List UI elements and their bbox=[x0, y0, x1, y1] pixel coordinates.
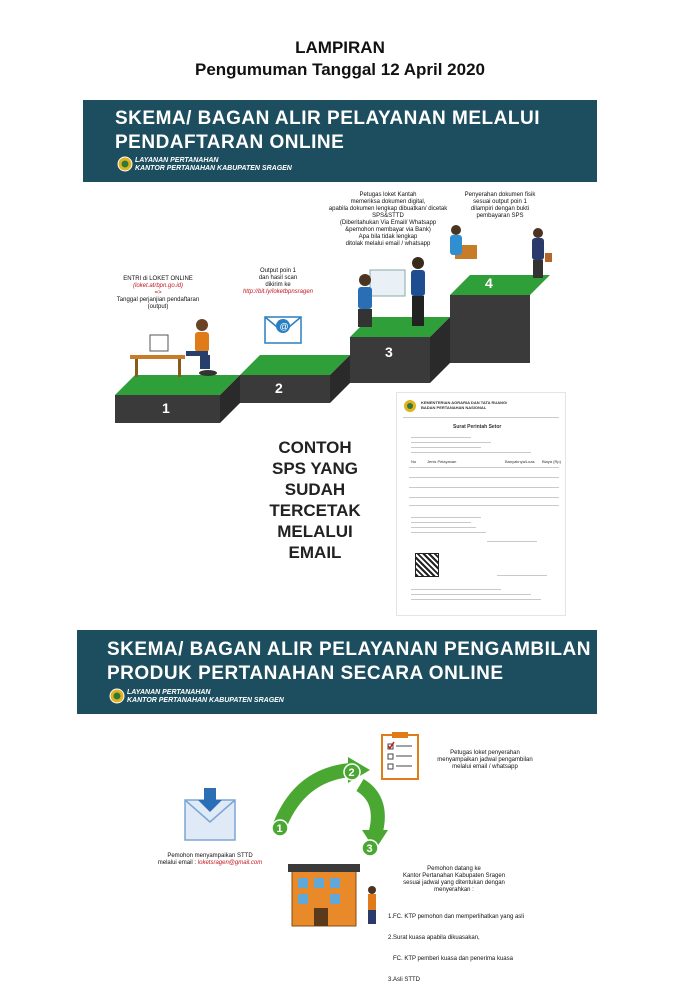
section2-title-line2: PRODUK PERTANAHAN SECARA ONLINE bbox=[107, 663, 504, 684]
pickup-step2-caption: Petugas loket penyerahan menyampaikan jadwal pengambilan melalui email / whatsapp bbox=[437, 750, 533, 770]
svg-text:@: @ bbox=[279, 321, 289, 332]
section1-org-line2: KANTOR PERTANAHAN KABUPATEN SRAGEN bbox=[135, 165, 292, 172]
step1-caption: ENTRI di LOKET ONLINE (loket.atrbpn.go.id) => Tanggal perjanjian pendaftaran (output) bbox=[108, 276, 208, 311]
person-3b-head bbox=[412, 257, 424, 269]
pickup-requirements-list: 1.FC. KTP pemohon dan memperlihatkan yang asli 2.Surat kuasa apabila dikuasakan, FC. KTP pemberi kuasa dan penerima kuasa 3.Asli STTD bbox=[388, 914, 524, 983]
step-number-4: 4 bbox=[485, 275, 493, 291]
step-number-3: 3 bbox=[385, 344, 393, 360]
section2-org-line2: KANTOR PERTANAHAN KABUPATEN SRAGEN bbox=[127, 697, 284, 704]
cycle-arrow-1 bbox=[280, 770, 350, 825]
step-2-face bbox=[240, 375, 330, 403]
desk-1 bbox=[130, 355, 185, 359]
person-4b-head bbox=[533, 228, 543, 238]
cycle-number-1: 1 bbox=[276, 823, 283, 835]
step2-caption: Output poin 1 dan hasil scan dikirim ke http://bit.ly/loketbpnsragen bbox=[228, 268, 328, 296]
page-title: LAMPIRAN bbox=[295, 38, 385, 57]
section2-title-line1: SKEMA/ BAGAN ALIR PELAYANAN PENGAMBILAN bbox=[107, 639, 591, 660]
office-building-icon bbox=[288, 864, 360, 926]
step-number-2: 2 bbox=[275, 380, 283, 396]
person-1-head bbox=[196, 319, 208, 331]
sps-doc-title: Surat Perintah Setor bbox=[453, 424, 502, 430]
step-number-1: 1 bbox=[162, 400, 170, 416]
bpn-logo-icon bbox=[117, 156, 133, 172]
section1-title-line2: PENDAFTARAN ONLINE bbox=[115, 132, 345, 153]
person-3a-head bbox=[359, 274, 371, 286]
bpn-logo-icon-2 bbox=[109, 688, 125, 704]
monitor-3 bbox=[370, 270, 405, 296]
cycle-arrow-2 bbox=[360, 785, 378, 835]
step-4-face bbox=[450, 295, 530, 363]
section1-org-line1: LAYANAN PERTANAHAN bbox=[135, 157, 219, 164]
section2-org-line1: LAYANAN PERTANAHAN bbox=[127, 689, 211, 696]
cycle-number-2: 2 bbox=[348, 767, 355, 779]
sps-sample-document: KEMENTERIAN AGRARIA DAN TATA RUANG/ BADAN PERTANAHAN NASIONAL Surat Perintah Setor No Jenis Pelayanan Banyaknya/Luas Biaya (Rp) bbox=[396, 392, 566, 616]
pickup-email-link[interactable]: loketsragen@gmail.com bbox=[197, 860, 263, 866]
step3-caption: Petugas loket Kantah memeriksa dokumen digital, apabila dokumen lengkap dibuatkan/ dicetak SPS&STTD (Diberitahukan Via Email/ Whatsapp &pemohon membayar via Bank) Apa bila tidak lengkap ditolak melalui email / whatsapp bbox=[328, 192, 448, 247]
step-1-top bbox=[115, 375, 240, 395]
page-subtitle: Pengumuman Tanggal 12 April 2020 bbox=[194, 60, 486, 79]
contoh-sps-label: CONTOH SPS YANG SUDAH TERCETAK MELALUI EMAIL bbox=[269, 438, 361, 562]
step1-link[interactable]: (loket.atrbpn.go.id) bbox=[132, 283, 184, 289]
checklist-icon bbox=[382, 732, 418, 779]
step2-link[interactable]: http://bit.ly/loketbpnsragen bbox=[242, 289, 314, 295]
visitor-head bbox=[368, 886, 376, 894]
section2-banner bbox=[77, 630, 597, 714]
section1-title-line1: SKEMA/ BAGAN ALIR PELAYANAN MELALUI bbox=[115, 108, 540, 129]
bpn-doc-logo-icon bbox=[403, 399, 417, 413]
pickup-step1-caption: Pemohon menyampaikan STTD melalui email : loketsragen@gmail.com bbox=[157, 853, 263, 866]
monitor-1 bbox=[150, 335, 168, 351]
section1-banner bbox=[83, 100, 597, 182]
pickup-step3-caption: Pemohon datang ke Kantor Pertanahan Kabupaten Sragen sesuai jadwal yang ditentukan dengan menyerahkan : bbox=[402, 866, 506, 893]
cycle-number-3: 3 bbox=[366, 843, 373, 855]
step4-caption: Penyerahan dokumen fisik sesuai output poin 1 dilampiri dengan bukti pembayaran SPS bbox=[464, 192, 536, 219]
inbox-icon bbox=[185, 788, 235, 840]
qr-code bbox=[415, 553, 439, 577]
